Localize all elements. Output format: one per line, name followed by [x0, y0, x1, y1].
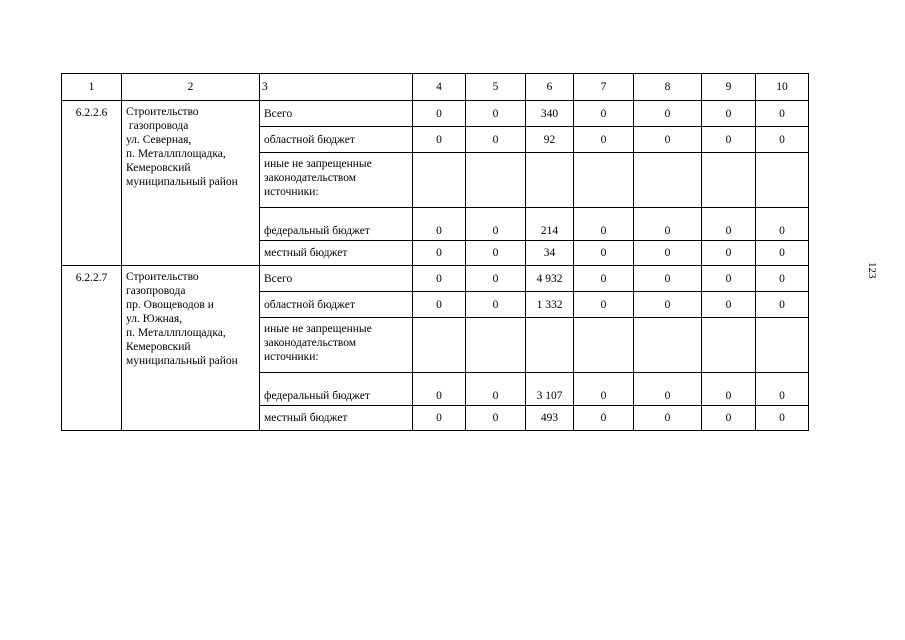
- value-cell: 0: [756, 292, 809, 318]
- row-name-line: п. Металлплощадка,: [126, 148, 226, 160]
- funding-source: иные не запрещенные законодательством источники:: [260, 153, 413, 208]
- funding-source: Всего: [260, 266, 413, 292]
- value-cell: 0: [756, 101, 809, 127]
- funding-source: областной бюджет: [260, 292, 413, 318]
- value-cell: 0: [756, 127, 809, 153]
- value-cell: 4 932: [526, 266, 574, 292]
- value-cell: 0: [702, 373, 756, 406]
- value-cell: 0: [413, 373, 466, 406]
- value-cell: 0: [466, 208, 526, 241]
- value-cell: 0: [634, 208, 702, 241]
- value-cell: 34: [526, 241, 574, 266]
- value-cell: 0: [574, 406, 634, 431]
- value-cell: 0: [634, 292, 702, 318]
- value-cell: 0: [574, 127, 634, 153]
- value-cell: 0: [634, 266, 702, 292]
- value-cell: [466, 318, 526, 373]
- row-name-line: Строительство: [126, 106, 199, 118]
- column-header: 1: [62, 74, 122, 101]
- value-cell: 0: [702, 406, 756, 431]
- table-header-row: [62, 74, 809, 101]
- value-cell: 0: [702, 208, 756, 241]
- row-name-line: газопровода: [126, 285, 186, 297]
- column-header: 4: [413, 74, 466, 101]
- value-cell: 340: [526, 101, 574, 127]
- value-cell: 92: [526, 127, 574, 153]
- value-cell: [702, 318, 756, 373]
- row-name-line: пр. Овощеводов и: [126, 299, 214, 311]
- value-cell: [413, 318, 466, 373]
- value-cell: [526, 153, 574, 208]
- value-cell: 0: [756, 373, 809, 406]
- row-code: 6.2.2.6: [62, 101, 122, 266]
- value-cell: 0: [756, 406, 809, 431]
- funding-source: федеральный бюджет: [260, 208, 413, 241]
- value-cell: 0: [702, 292, 756, 318]
- value-cell: [756, 318, 809, 373]
- column-header: 7: [574, 74, 634, 101]
- value-cell: 0: [466, 101, 526, 127]
- value-cell: 0: [466, 292, 526, 318]
- value-cell: 0: [574, 101, 634, 127]
- budget-table: [61, 73, 809, 431]
- value-cell: 0: [574, 208, 634, 241]
- value-cell: 0: [756, 208, 809, 241]
- row-name-line: Кемеровский: [126, 162, 191, 174]
- value-cell: 0: [413, 266, 466, 292]
- row-code: 6.2.2.7: [62, 266, 122, 431]
- column-header: 9: [702, 74, 756, 101]
- table-row: [62, 266, 809, 292]
- row-name-line: Кемеровский: [126, 341, 191, 353]
- value-cell: [574, 318, 634, 373]
- value-cell: [466, 153, 526, 208]
- table-row: [62, 101, 809, 127]
- value-cell: 214: [526, 208, 574, 241]
- funding-source: областной бюджет: [260, 127, 413, 153]
- value-cell: 0: [413, 208, 466, 241]
- funding-source: местный бюджет: [260, 406, 413, 431]
- row-name-line: Строительство: [126, 271, 199, 283]
- page-number: 123: [866, 262, 878, 279]
- column-header: 8: [634, 74, 702, 101]
- value-cell: 0: [466, 241, 526, 266]
- value-cell: 0: [574, 373, 634, 406]
- column-header: 5: [466, 74, 526, 101]
- value-cell: 0: [413, 101, 466, 127]
- value-cell: 0: [702, 266, 756, 292]
- value-cell: [526, 318, 574, 373]
- column-header: 10: [756, 74, 809, 101]
- value-cell: 0: [702, 127, 756, 153]
- row-name-line: ул. Южная,: [126, 313, 183, 325]
- value-cell: 0: [634, 373, 702, 406]
- value-cell: 0: [466, 406, 526, 431]
- value-cell: 0: [466, 373, 526, 406]
- row-name-line: муниципальный район: [126, 176, 238, 188]
- value-cell: 0: [413, 241, 466, 266]
- value-cell: 0: [413, 292, 466, 318]
- value-cell: [634, 318, 702, 373]
- value-cell: 0: [702, 101, 756, 127]
- row-name-line: газопровода: [126, 120, 189, 132]
- row-name: [122, 266, 260, 431]
- funding-source: федеральный бюджет: [260, 373, 413, 406]
- value-cell: 0: [574, 266, 634, 292]
- value-cell: 0: [756, 241, 809, 266]
- row-name-line: п. Металлплощадка,: [126, 327, 226, 339]
- value-cell: 493: [526, 406, 574, 431]
- funding-source: Всего: [260, 101, 413, 127]
- value-cell: 0: [413, 127, 466, 153]
- value-cell: [756, 153, 809, 208]
- row-name-line: муниципальный район: [126, 355, 238, 367]
- value-cell: 0: [634, 406, 702, 431]
- value-cell: 0: [756, 266, 809, 292]
- value-cell: 0: [466, 127, 526, 153]
- value-cell: 0: [466, 266, 526, 292]
- row-name: [122, 101, 260, 266]
- value-cell: 0: [413, 406, 466, 431]
- value-cell: 0: [634, 101, 702, 127]
- row-name-line: ул. Северная,: [126, 134, 192, 146]
- value-cell: 0: [634, 127, 702, 153]
- value-cell: 3 107: [526, 373, 574, 406]
- column-header: 6: [526, 74, 574, 101]
- column-header: 2: [122, 74, 260, 101]
- column-header: 3: [260, 74, 413, 101]
- value-cell: 0: [574, 292, 634, 318]
- value-cell: 1 332: [526, 292, 574, 318]
- value-cell: 0: [574, 241, 634, 266]
- value-cell: 0: [634, 241, 702, 266]
- value-cell: [634, 153, 702, 208]
- funding-source: иные не запрещенные законодательством источники:: [260, 318, 413, 373]
- value-cell: [574, 153, 634, 208]
- value-cell: 0: [702, 241, 756, 266]
- funding-source: местный бюджет: [260, 241, 413, 266]
- value-cell: [702, 153, 756, 208]
- value-cell: [413, 153, 466, 208]
